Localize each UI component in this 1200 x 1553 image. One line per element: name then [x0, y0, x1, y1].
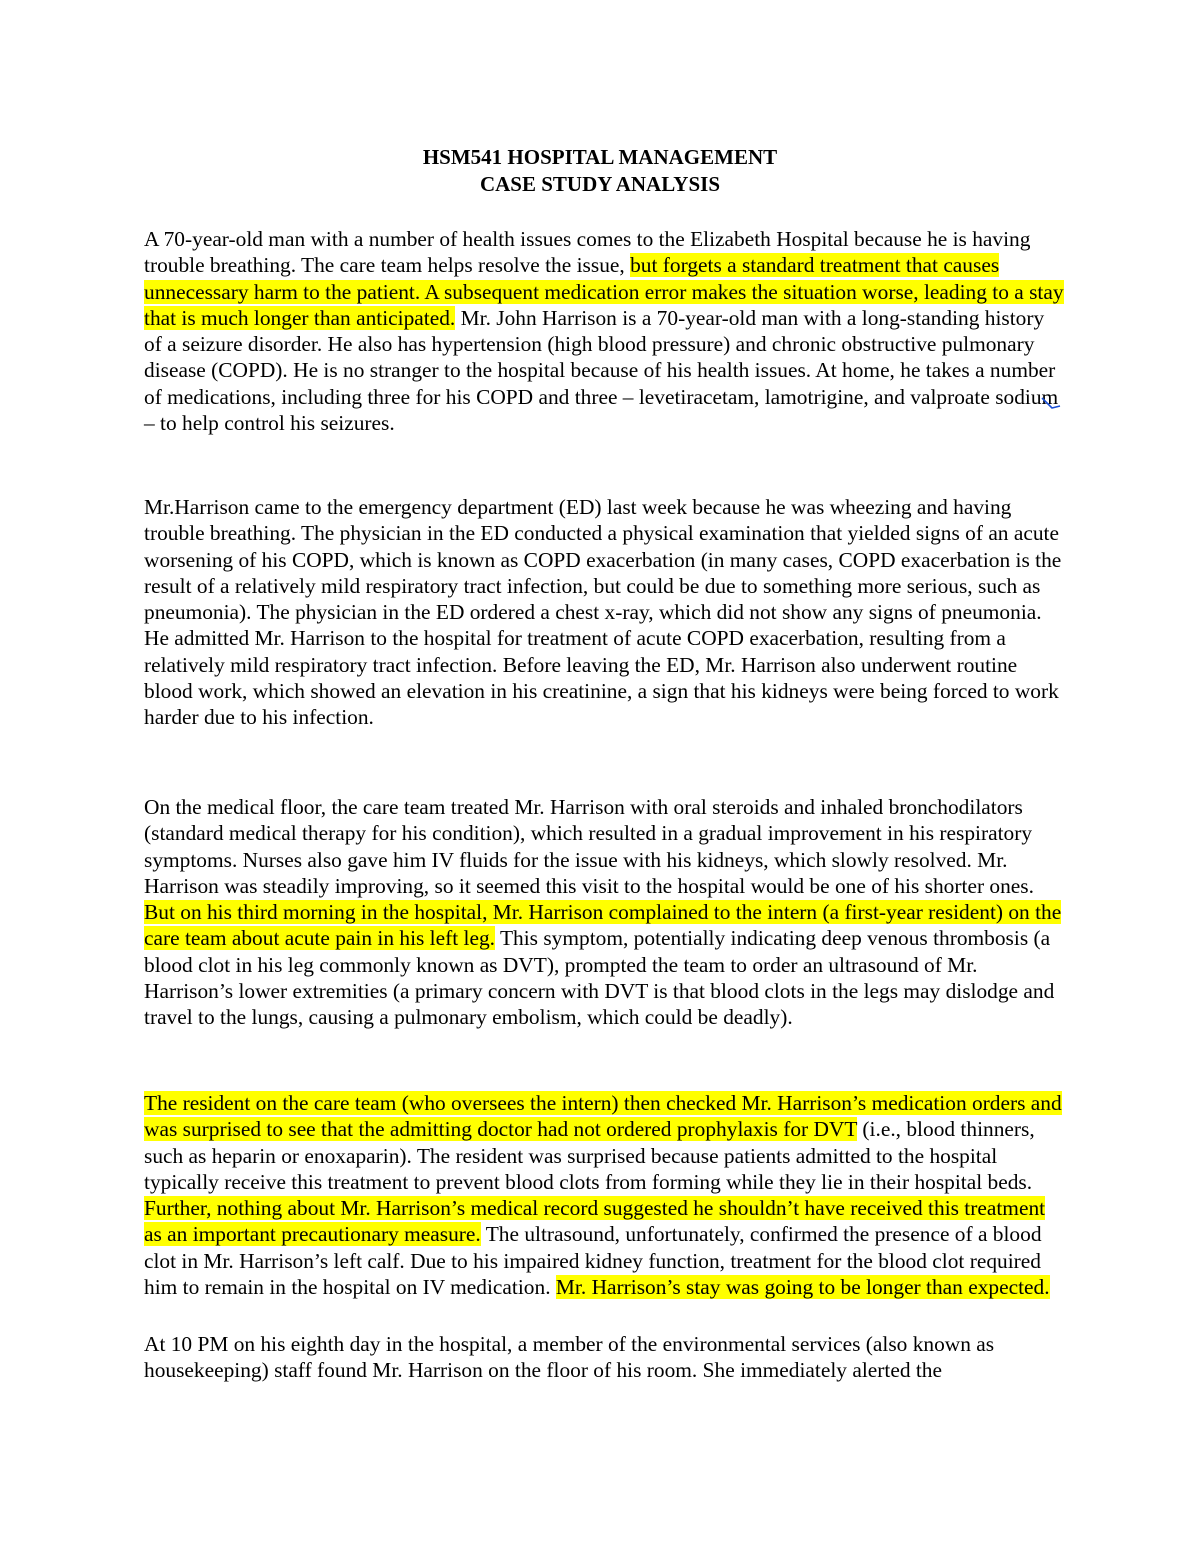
- paragraph-text: [144, 226, 1064, 436]
- paragraph-1: [144, 226, 1064, 436]
- document-title: HSM541 HOSPITAL MANAGEMENT: [422, 145, 778, 169]
- highlighted-text: The resident on the care team (who oversees the intern) then checked Mr. Harrison’s medication orders and was surprised to see that the admitting doctor had not ordered prophylaxis for DVT: [144, 1091, 1062, 1142]
- paragraph-text: [144, 794, 1064, 1031]
- text-segment: Mr.Harrison came to the emergency department (ED) last week because he was wheezing and having trouble breathing. The physician in the ED conducted a physical examination that yielded signs of an acute worsening of his COPD, which is known as COPD exacerbation (in many cases, COPD exacerbation is the result of a relatively mild respiratory tract infection, but could be due to something more serious, such as pneumonia). The physician in the ED ordered a chest x-ray, which did not show any signs of pneumonia. He admitted Mr. Harrison to the hospital for treatment of acute COPD exacerbation, resulting from a relatively mild respiratory tract infection. Before leaving the ED, Mr. Harrison also underwent routine blood work, which showed an elevation in his creatinine, a sign that his kidneys were being forced to work harder due to his infection.: [144, 495, 1062, 730]
- text-segment: At 10 PM on his eighth day in the hospital, a member of the environmental services (also known as housekeeping) staff found Mr. Harrison on the floor of his room. She immediately alerted the: [144, 1332, 995, 1383]
- highlighted-text: but forgets a standard treatment that causes unnecessary harm to the patient. A subsequent medication error makes the situation worse, leading to a stay that is much longer than anticipated.: [144, 253, 1064, 330]
- highlighted-text: Mr. Harrison’s stay was going to be longer than expected.: [555, 1275, 1050, 1300]
- comment-marker-icon[interactable]: [1040, 396, 1062, 410]
- paragraph-2: [144, 494, 1064, 731]
- paragraph-4: [144, 1090, 1064, 1300]
- paragraph-5: [144, 1331, 1064, 1384]
- text-segment: The ultrasound, unfortunately, confirmed the presence of a blood clot in Mr. Harrison’s left calf. Due to his impaired kidney function, treatment for the blood clot required him to remain in the hospital on IV medication.: [144, 1222, 1042, 1300]
- text-segment: This symptom, potentially indicating deep venous thrombosis (a blood clot in his leg commonly known as DVT), prompted the team to order an ultrasound of Mr. Harrison’s lower extremities (a primary concern with DVT is that blood clots in the legs may dislodge and travel to the lungs, causing a pulmonary embolism, which could be deadly).: [144, 926, 1055, 1030]
- paragraph-text: [144, 1090, 1064, 1300]
- paragraph-text: [144, 494, 1064, 731]
- paragraph-text: [144, 1331, 1064, 1384]
- highlighted-text: Further, nothing about Mr. Harrison’s medical record suggested he shouldn’t have received this treatment as an important precautionary measure.: [144, 1196, 1046, 1247]
- text-segment: On the medical floor, the care team treated Mr. Harrison with oral steroids and inhaled bronchodilators (standard medical therapy for his condition), which resulted in a gradual improvement in his respiratory symptoms. Nurses also gave him IV fluids for the issue with his kidneys, which slowly resolved. Mr. Harrison was steadily improving, so it seemed this visit to the hospital would be one of his shorter ones.: [144, 795, 1034, 898]
- paragraph-3: [144, 794, 1064, 1031]
- text-segment: A 70-year-old man with a number of health issues comes to the Elizabeth Hospital because he is having trouble breathing. The care team helps resolve the issue,: [144, 227, 1031, 278]
- text-segment: (i.e., blood thinners, such as heparin or enoxaparin). The resident was surprised because patients admitted to the hospital typically receive this treatment to prevent blood clots from forming while they lie in their hospital beds.: [144, 1117, 1035, 1194]
- highlighted-text: But on his third morning in the hospital, Mr. Harrison complained to the intern (a first-year resident) on the care team about acute pain in his left leg.: [144, 900, 1062, 951]
- document-subtitle: CASE STUDY ANALYSIS: [479, 172, 721, 196]
- text-segment: Mr. John Harrison is a 70-year-old man with a long-standing history of a seizure disorder. He also has hypertension (high blood pressure) and chronic obstructive pulmonary disease (COPD). He is no stranger to the hospital because of his health issues. At home, he takes a number of medications, including three for his COPD and three – levetiracetam, lamotrigine, and valproate sodium – to help control his seizures.: [144, 305, 1059, 436]
